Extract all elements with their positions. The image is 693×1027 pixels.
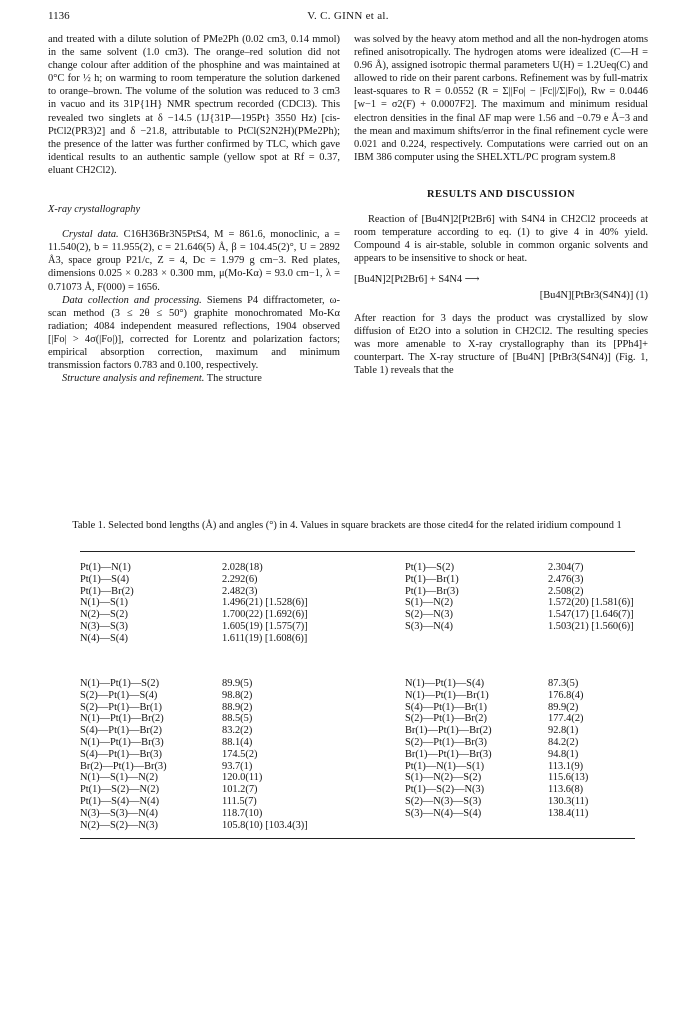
table-cell-label: N(3)—S(3)—N(4) — [80, 807, 158, 819]
table-cell-value: 138.4(11) — [548, 807, 589, 819]
table-cell-value: 88.9(2) — [222, 701, 253, 713]
table-cell-value: 113.6(8) — [548, 784, 584, 796]
table-cell-value: 2.028(18) — [222, 562, 263, 573]
table-cell-label: S(2)—Pt(1)—Br(3) — [405, 736, 487, 748]
table-cell-label: Pt(1)—Br(2) — [80, 585, 134, 597]
table-row — [80, 796, 635, 808]
table-row — [80, 713, 635, 725]
structure-label: Structure analysis and refinement. — [62, 373, 205, 385]
table-cell-value: 94.8(1) — [548, 748, 579, 760]
data-collection-text: Siemens P4 diffractometer, ω-scan method (3 ≤ 2θ ≤ 50°) graphite monochromated Mo-Kα radiation; 4084 independent measured reflections, 1904 observed [|Fo| > 4σ(|Fo|)], corrected for Lorentz and polarization factors; empirical absorption correction, maximum and minimum transmission factors 0.783 and 0.100, respectively. — [48, 294, 340, 372]
table-row — [80, 784, 635, 796]
data-collection-label: Data collection and processing. — [62, 294, 202, 306]
equation-product: [Bu4N][PtBr3(S4N4)] (1) — [539, 289, 648, 301]
structure-text: The structure — [206, 373, 262, 385]
table-cell-label: Br(2)—Pt(1)—Br(3) — [80, 760, 167, 772]
table-row — [80, 609, 635, 621]
table-cell-label: Br(1)—Pt(1)—Br(2) — [405, 725, 492, 737]
table-row — [80, 725, 635, 737]
table-cell-value: 89.9(5) — [222, 678, 253, 689]
table-cell-label: N(2)—S(2) — [80, 609, 128, 621]
table-cell-value: 120.0(11) — [222, 772, 263, 784]
table-cell-label: S(4)—Pt(1)—Br(2) — [80, 725, 162, 737]
table-cell-value: 1.611(19) [1.608(6)] — [222, 632, 308, 644]
table-cell-label: N(1)—Pt(1)—Br(2) — [80, 713, 164, 725]
table-caption: Table 1. Selected bond lengths (Å) and angles (°) in 4. Values in square brackets are those cited4 for the related iridium compound 1 — [72, 520, 622, 531]
data-collection-paragraph — [48, 294, 340, 373]
table-cell-label: Pt(1)—S(4) — [80, 573, 130, 585]
table-row — [80, 820, 635, 832]
table-cell-label: Pt(1)—N(1) — [80, 562, 131, 573]
table-cell-value: 174.5(2) — [222, 748, 258, 760]
table-row — [80, 702, 635, 714]
table-cell-value: 130.3(11) — [548, 795, 589, 807]
table-cell-label: S(2)—N(3) — [405, 609, 453, 621]
table-cell-value: 113.1(9) — [548, 760, 584, 772]
reaction-paragraph: Reaction of [Bu4N]2[Pt2Br6] with S4N4 in CH2Cl2 proceeds at room temperature according to eq. (1) to give 4 in 40% yield. Compound 4 is air-stable, soluble in common organic solvents and appears to be insensitive to shock or heat. — [354, 214, 648, 265]
bond-angles-table — [80, 678, 635, 831]
table-cell-value: 84.2(2) — [548, 736, 579, 748]
running-title: V. C. GINN et al. — [307, 10, 389, 22]
table-cell-value: 105.8(10) [103.4(3)] — [222, 819, 308, 831]
table-cell-label: Pt(1)—N(1)—S(1) — [405, 760, 485, 772]
table-row — [80, 808, 635, 820]
table-cell-value: 101.2(7) — [222, 784, 258, 796]
table-cell-value: 176.8(4) — [548, 689, 584, 701]
table-cell-value: 1.572(20) [1.581(6)] — [548, 597, 634, 609]
table-cell-label: N(1)—Pt(1)—Br(1) — [405, 689, 489, 701]
table-cell-label: Pt(1)—S(2)—N(2) — [80, 784, 160, 796]
table-row — [80, 737, 635, 749]
structure-paragraph — [48, 372, 340, 385]
table-cell-value: 118.7(10) — [222, 807, 263, 819]
refinement-paragraph: was solved by the heavy atom method and all the non-hydrogen atoms refined anisotropically. The hydrogen atoms were idealized (C—H = 0.96 Å), assigned isotropic thermal parameters U(H) = 1.2Ueq(C) and allowed to ride on their parent carbons. Refinement was by full-matrix least-squares to R = 0.0552 (R = Σ||Fo| − |Fc||/Σ|Fo|), Rw = 0.0446 [w−1 = σ2(F) + 0.0007F2]. The maximum and minimum residual electron densities in the final ΔF map were 1.56 and −0.79 e Å−3 and the mean and maximum shifts/error in the final refinement cycle were 0.021 and 0.224, respectively. Computations were carried out on an IBM 386 computer using the SHELXTL/PC program system.8 — [354, 34, 648, 163]
table-cell-label: S(2)—N(3)—S(3) — [405, 795, 482, 807]
table-cell-label: Pt(1)—Br(3) — [405, 585, 459, 597]
table-cell-label: Br(1)—Pt(1)—Br(3) — [405, 748, 492, 760]
table-cell-label: N(3)—S(3) — [80, 620, 128, 632]
table-cell-value: 88.1(4) — [222, 736, 253, 748]
table-cell-value: 2.508(2) — [548, 585, 584, 597]
table-cell-value: 2.476(3) — [548, 573, 584, 585]
table-cell-label: N(1)—Pt(1)—S(2) — [80, 678, 160, 689]
bond-lengths-table — [80, 562, 635, 645]
section-heading-results: RESULTS AND DISCUSSION — [426, 188, 576, 200]
table-cell-value: 88.5(5) — [222, 713, 253, 725]
table-row — [80, 621, 635, 633]
section-heading-xray: X-ray crystallography — [48, 204, 141, 216]
table-cell-label: Pt(1)—S(2) — [405, 562, 455, 573]
table-top-rule — [80, 551, 635, 552]
table-cell-label: S(2)—Pt(1)—Br(2) — [405, 713, 487, 725]
table-row — [80, 761, 635, 773]
table-cell-value: 111.5(7) — [222, 795, 257, 807]
crystallization-paragraph: After reaction for 3 days the product was crystallized by slow diffusion of Et2O into a solution in CH2Cl2. The resulting species was more amenable to X-ray crystallography than its [PPh4]+ counterpart. The X-ray structure of [Bu4N] [PtBr3(S4N4)] (Fig. 1, Table 1) reveals that the — [354, 312, 648, 376]
experimental-paragraph: and treated with a dilute solution of PMe2Ph (0.02 cm3, 0.14 mmol) in the same solvent (1.0 cm3). The orange–red solution did not change colour after addition of the phosphine and was maintained at 0°C for ½ h; on warming to room temperature the solution darkened to orange–brown. The volume of the solution was reduced to 3 cm3 in vacuo and its 31P{1H} NMR spectrum recorded (CDCl3). This revealed two singlets at δ −14.5 (1J{31P—195Pt} 3550 Hz) [cis-PtCl2(PR3)2] and δ −21.8, attributable to PtCl(S2N2H)(PMe2Ph); the presence of the latter was further confirmed by TLC, which gave identical results to an authentic sample (yellow spot at Rf = 0.37, eluant CH2Cl2). — [48, 34, 340, 176]
table-cell-value: 2.304(7) — [548, 562, 584, 573]
crystal-data-paragraph — [48, 228, 340, 293]
table-row — [80, 772, 635, 784]
table-cell-label: N(1)—S(1)—N(2) — [80, 772, 158, 784]
page-number: 1136 — [48, 10, 70, 22]
crystal-data-text: C16H36Br3N5PtS4, M = 861.6, monoclinic, a = 11.540(2), b = 11.955(2), c = 21.646(5) Å, β = 104.45(2)°, U = 2892 Å3, space group P21/c, Z = 4, Dc = 1.979 g cm−3. Red plates, dimensions 0.025 × 0.283 × 0.300 mm, μ(Mo-Kα) = 93.0 cm−1, λ = 0.71073 Å, F(000) = 1656. — [48, 229, 340, 293]
table-cell-value: 1.496(21) [1.528(6)] — [222, 597, 308, 609]
table-cell-value: 1.700(22) [1.692(6)] — [222, 609, 308, 621]
table-cell-value: 1.547(17) [1.646(7)] — [548, 609, 634, 621]
left-column — [48, 33, 340, 385]
table-cell-label: S(3)—N(4) — [405, 620, 453, 632]
table-cell-label: N(1)—S(1) — [80, 597, 128, 609]
table-cell-value: 98.8(2) — [222, 689, 253, 701]
table-cell-value: 1.503(21) [1.560(6)] — [548, 620, 634, 632]
table-cell-value: 89.9(2) — [548, 701, 579, 713]
equation-reactants: [Bu4N]2[Pt2Br6] + S4N4 ⟶ — [354, 274, 480, 286]
table-cell-value: 2.482(3) — [222, 585, 258, 597]
table-cell-label: S(3)—N(4)—S(4) — [405, 807, 482, 819]
table-cell-label: N(1)—Pt(1)—S(4) — [405, 678, 485, 689]
table-cell-value: 92.8(1) — [548, 725, 579, 737]
table-row — [80, 678, 635, 690]
table-cell-label: S(4)—Pt(1)—Br(3) — [80, 748, 162, 760]
table-cell-label: S(2)—Pt(1)—Br(1) — [80, 701, 162, 713]
right-column — [354, 33, 648, 377]
table-cell-value: 87.3(5) — [548, 678, 579, 689]
table-cell-label: N(4)—S(4) — [80, 632, 128, 644]
table-cell-value: 2.292(6) — [222, 573, 258, 585]
table-cell-value: 93.7(1) — [222, 760, 253, 772]
table-row — [80, 574, 635, 586]
table-cell-label: Pt(1)—S(2)—N(3) — [405, 784, 485, 796]
table-cell-label: Pt(1)—Br(1) — [405, 573, 459, 585]
table-cell-value: 83.2(2) — [222, 725, 253, 737]
crystal-data-label: Crystal data. — [62, 229, 119, 241]
table-cell-label: N(2)—S(2)—N(3) — [80, 819, 158, 831]
table-cell-label: S(2)—Pt(1)—S(4) — [80, 689, 158, 701]
table-cell-value: 1.605(19) [1.575(7)] — [222, 620, 308, 632]
running-header — [48, 10, 648, 26]
table-row — [80, 749, 635, 761]
table-cell-label: Pt(1)—S(4)—N(4) — [80, 795, 160, 807]
table-cell-label: S(1)—N(2) — [405, 597, 453, 609]
table-row — [80, 586, 635, 598]
table-row — [80, 690, 635, 702]
table-cell-value: 177.4(2) — [548, 713, 584, 725]
table-cell-value: 115.6(13) — [548, 772, 589, 784]
table-row — [80, 633, 635, 645]
table-cell-label: S(1)—N(2)—S(2) — [405, 772, 482, 784]
table-row — [80, 597, 635, 609]
table-bottom-rule — [80, 838, 635, 839]
table-cell-label: S(4)—Pt(1)—Br(1) — [405, 701, 487, 713]
table-cell-label: N(1)—Pt(1)—Br(3) — [80, 736, 164, 748]
table-row — [80, 562, 635, 574]
